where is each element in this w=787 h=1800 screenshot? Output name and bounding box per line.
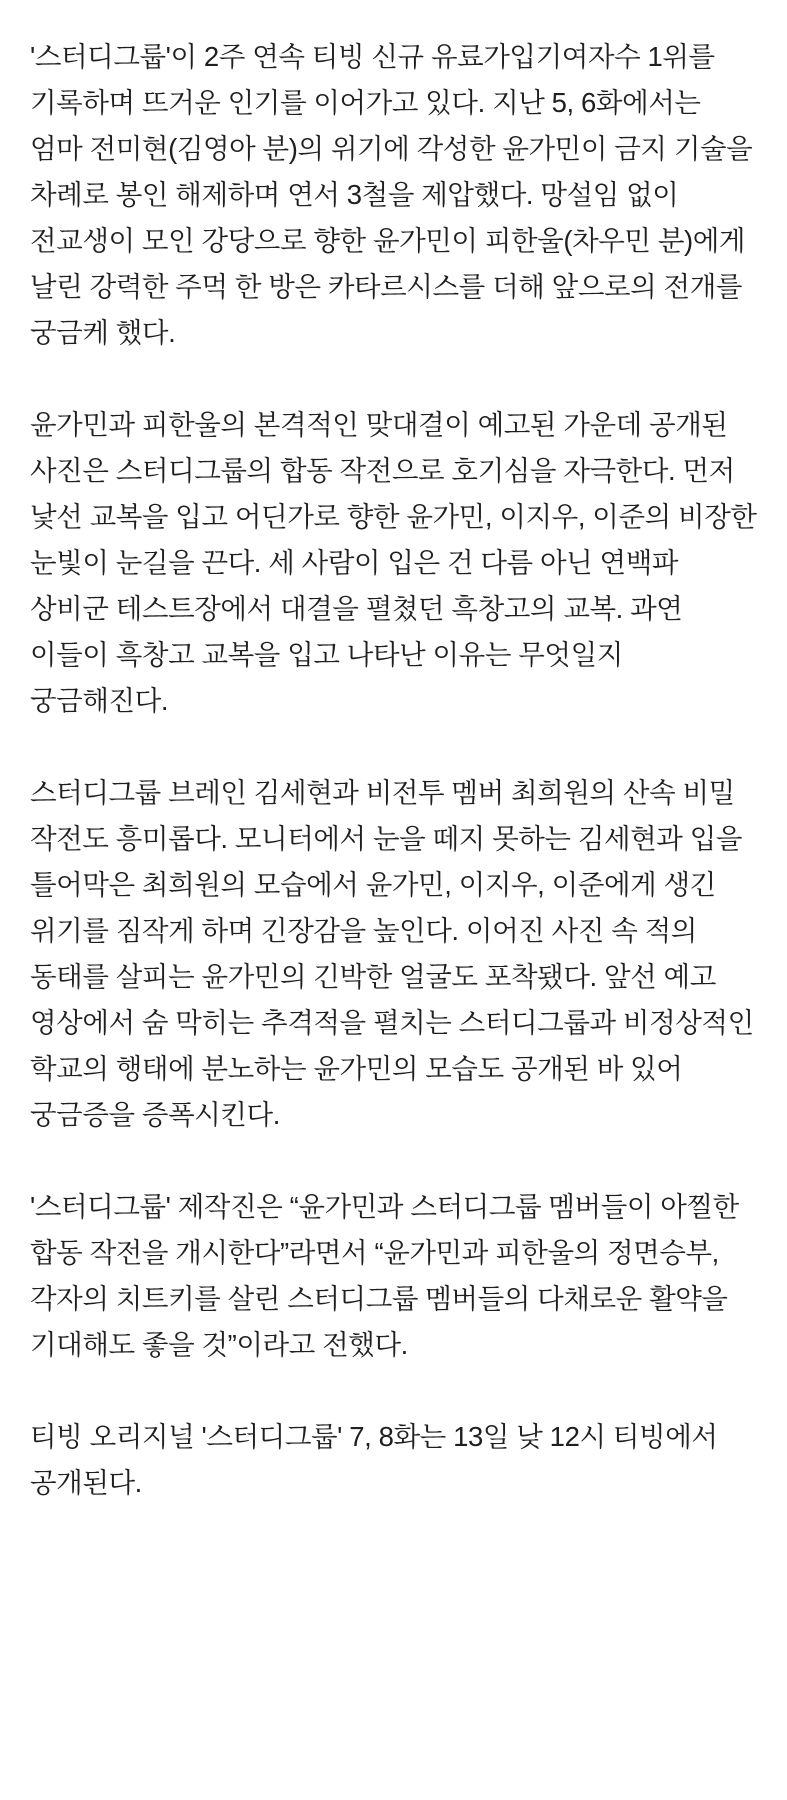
article-paragraph-1: '스터디그룹'이 2주 연속 티빙 신규 유료가입기여자수 1위를 기록하며 뜨거운 인기를 이어가고 있다. 지난 5, 6화에서는 엄마 전미현(김영아 분)의 위기에 각성한 윤가민이 금지 기술을 차례로 봉인 해제하며 연서 3철을 제압했다. 망설임 없이 전교생이 모인 강당으로 향한 윤가민이 피한울(차우민 분)에게 날린 강력한 주먹 한 방은 카타르시스를 더해 앞으로의 전개를 궁금케 했다.: [30, 41, 753, 348]
article-paragraph-5: 티빙 오리지널 '스터디그룹' 7, 8화는 13일 낮 12시 티빙에서 공개된다.: [30, 1421, 718, 1498]
article-paragraph-2: 윤가민과 피한울의 본격적인 맞대결이 예고된 가운데 공개된 사진은 스터디그룹의 합동 작전으로 호기심을 자극한다. 먼저 낯선 교복을 입고 어딘가로 향한 윤가민, 이지우, 이준의 비장한 눈빛이 눈길을 끈다. 세 사람이 입은 건 다름 아닌 연백파 상비군 테스트장에서 대결을 펼쳤던 흑창고의 교복. 과연 이들이 흑창고 교복을 입고 나타난 이유는 무엇일지 궁금해진다.: [30, 409, 757, 716]
article-paragraph-3: 스터디그룹 브레인 김세현과 비전투 멤버 최희원의 산속 비밀 작전도 흥미롭다. 모니터에서 눈을 떼지 못하는 김세현과 입을 틀어막은 최희원의 모습에서 윤가민, 이지우, 이준에게 생긴 위기를 짐작게 하며 긴장감을 높인다. 이어진 사진 속 적의 동태를 살피는 윤가민의 긴박한 얼굴도 포착됐다. 앞선 예고 영상에서 숨 막히는 추격적을 펼치는 스터디그룹과 비정상적인 학교의 행태에 분노하는 윤가민의 모습도 공개된 바 있어 궁금증을 증폭시킨다.: [30, 777, 754, 1130]
article-paragraph-4: '스터디그룹' 제작진은 “윤가민과 스터디그룹 멤버들이 아찔한 합동 작전을 개시한다”라면서 “윤가민과 피한울의 정면승부, 각자의 치트키를 살린 스터디그룹 멤버들의 다채로운 활약을 기대해도 좋을 것”이라고 전했다.: [30, 1191, 739, 1360]
